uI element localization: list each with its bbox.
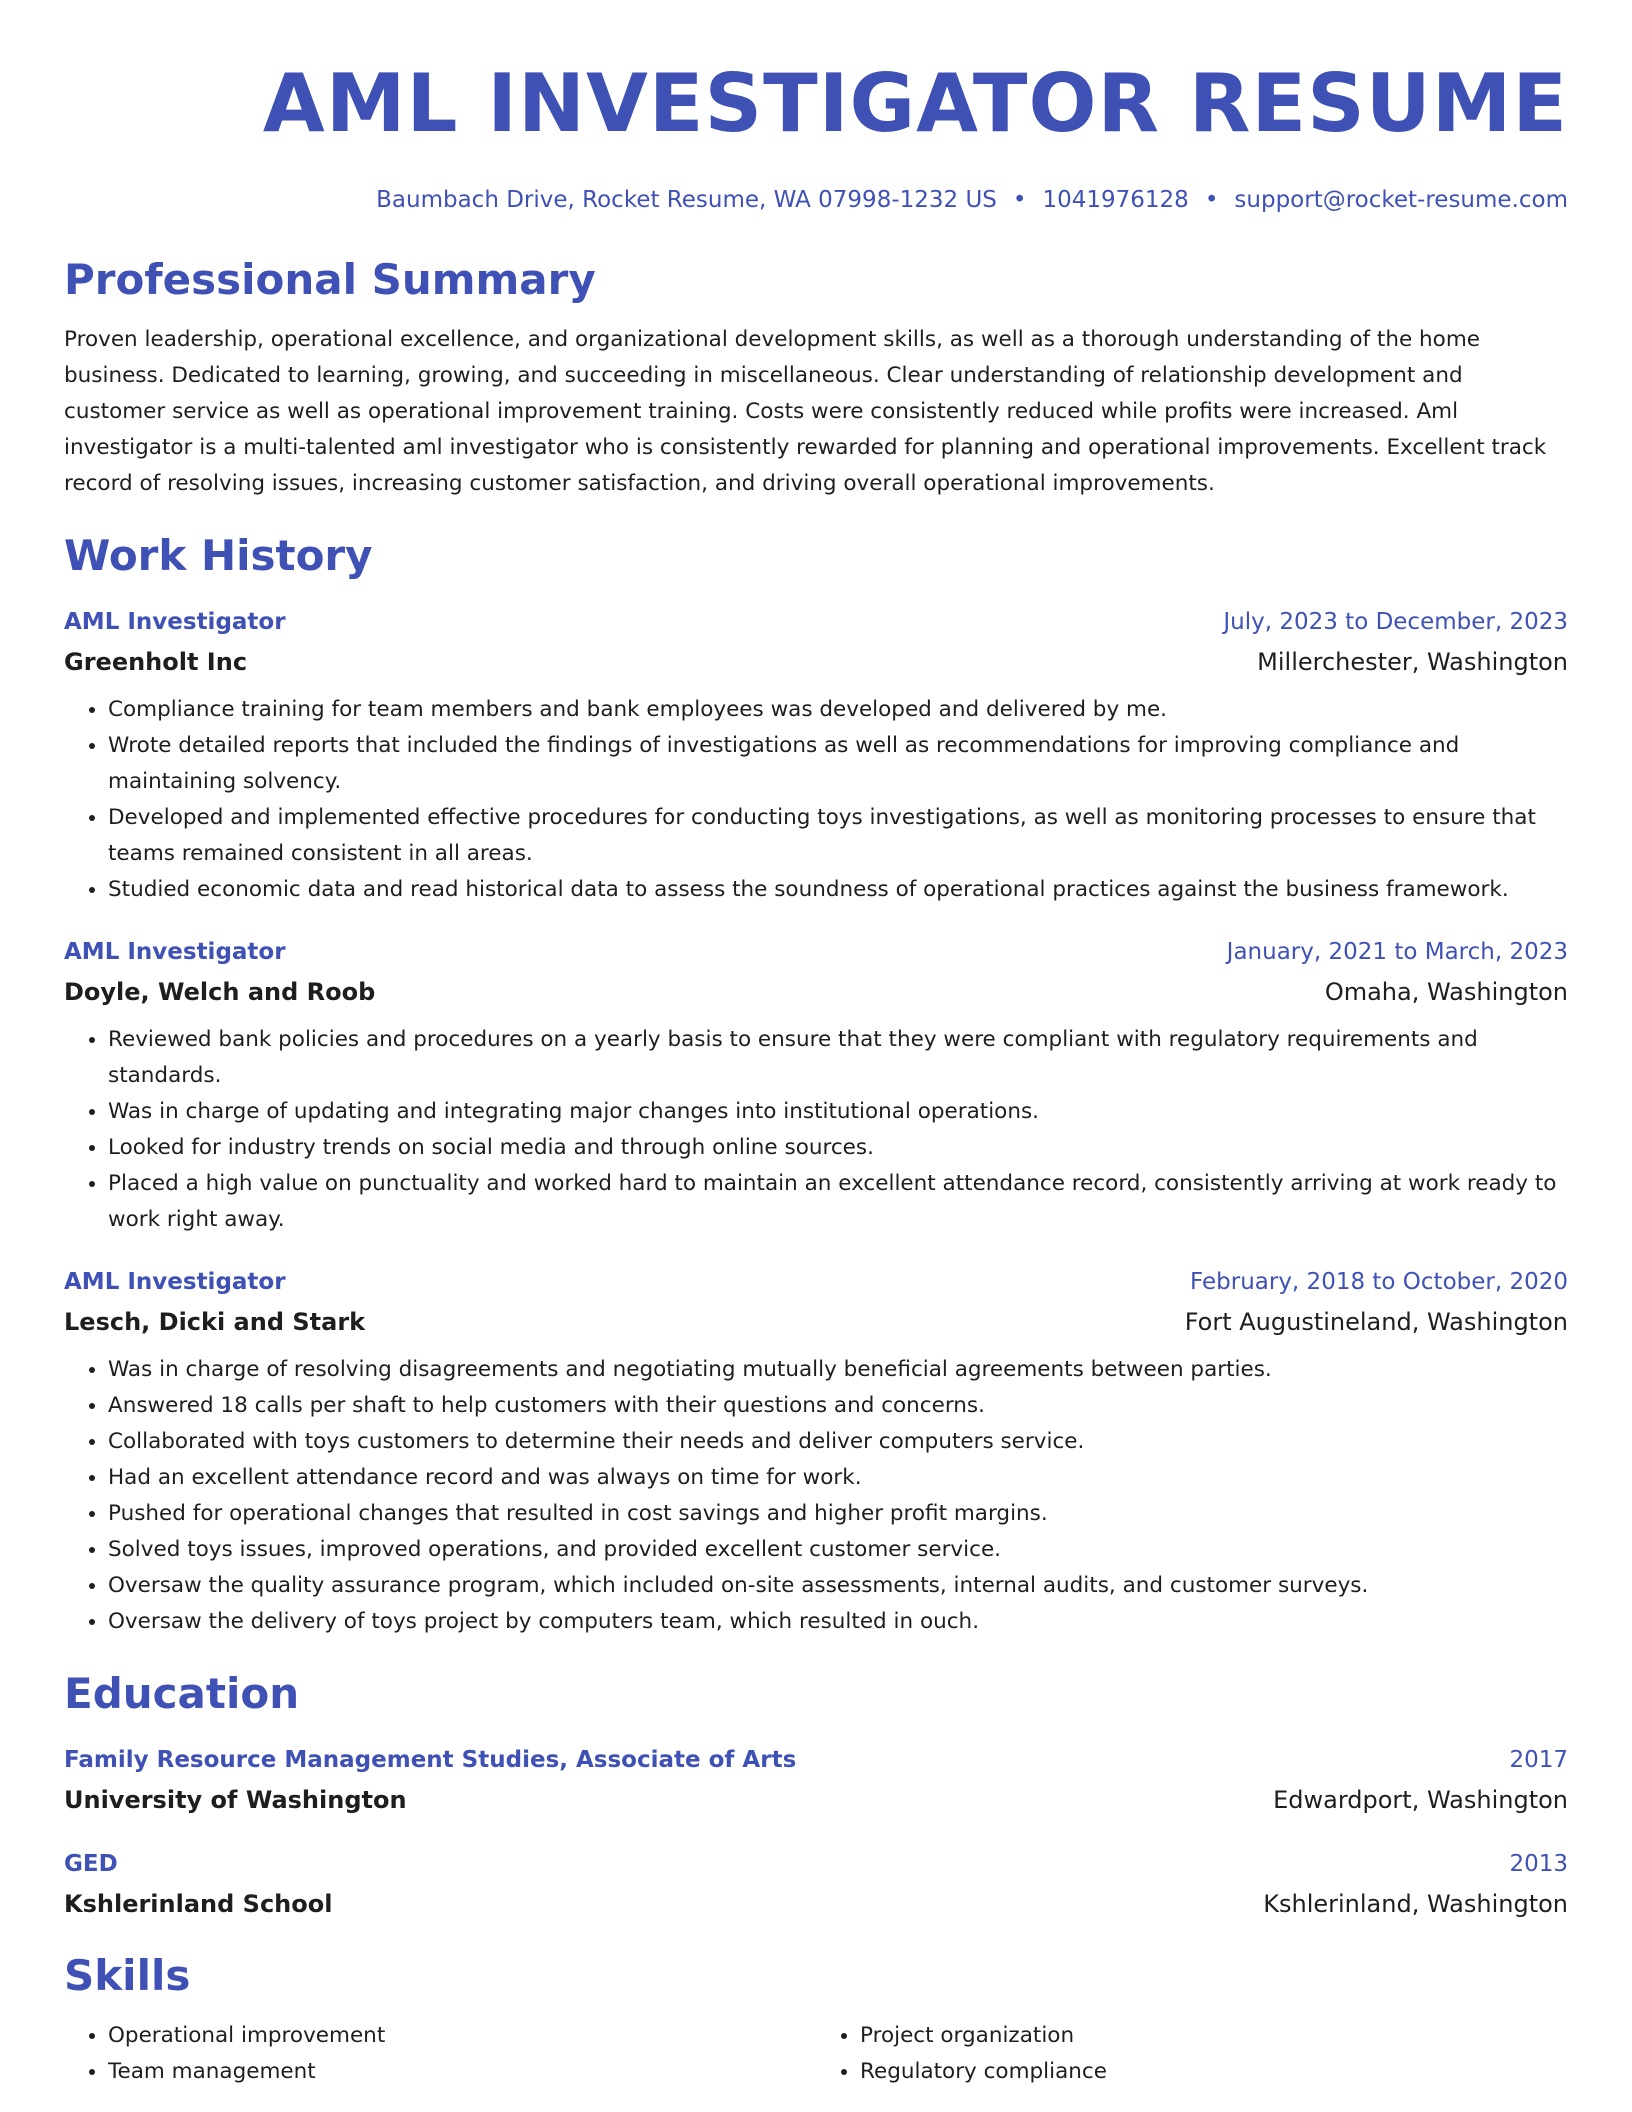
school-location: Kshlerinland, Washington [1263,1890,1568,1918]
skill-item: • Team management [108,2054,816,2090]
job-dates: January, 2021 to March, 2023 [1226,939,1568,965]
list-item: • Reviewed bank policies and procedures on a yearly basis to ensure that they were compliant with regulatory requirements and standards. [108,1022,1568,1094]
list-item: • Placed a high value on punctuality and worked hard to maintain an excellent attendance record, consistently arriving at work ready to work right away. [108,1166,1568,1238]
list-item: • Was in charge of resolving disagreements and negotiating mutually beneficial agreements between parties. [108,1352,1568,1388]
company-name: Lesch, Dicki and Stark [64,1308,366,1336]
list-item: • Collaborated with toys customers to determine their needs and deliver computers service. [108,1424,1568,1460]
contact-separator: • [1204,187,1219,213]
list-item: • Pushed for operational changes that resulted in cost savings and higher profit margins. [108,1496,1568,1532]
skills-heading: Skills [64,1951,191,2000]
school-name: Kshlerinland School [64,1890,333,1918]
job-bullets [64,1022,1568,1238]
contact-phone: 1041976128 [1042,187,1189,213]
job-dates: July, 2023 to December, 2023 [1223,609,1568,635]
education-entry [64,1844,1568,1924]
list-item: • Was in charge of updating and integrating major changes into institutional operations. [108,1094,1568,1130]
job-location: Millerchester, Washington [1257,648,1568,676]
company-name: Doyle, Welch and Roob [64,978,376,1006]
skill-item: • Project organization [860,2018,1568,2054]
skills-column-right [816,2018,1568,2090]
school-location: Edwardport, Washington [1273,1786,1568,1814]
graduation-year: 2013 [1509,1851,1568,1877]
job-bullets [64,1352,1568,1640]
skill-item: • Regulatory compliance [860,2054,1568,2090]
education-heading: Education [64,1669,300,1718]
list-item: • Answered 18 calls per shaft to help customers with their questions and concerns. [108,1388,1568,1424]
job-title: AML Investigator [64,1269,286,1295]
list-item: • Compliance training for team members and bank employees was developed and delivered by me. [108,692,1568,728]
school-name: University of Washington [64,1786,407,1814]
list-item: • Studied economic data and read historical data to assess the soundness of operational practices against the business framework. [108,872,1568,908]
job-entry [64,1262,1568,1640]
job-dates: February, 2018 to October, 2020 [1190,1269,1568,1295]
skills-column-left [64,2018,816,2090]
job-location: Fort Augustineland, Washington [1184,1308,1568,1336]
job-title: AML Investigator [64,609,286,635]
education-entry [64,1740,1568,1820]
list-item: • Solved toys issues, improved operations, and provided excellent customer service. [108,1532,1568,1568]
resume-title: AML INVESTIGATOR RESUME [262,57,1568,150]
list-item: • Developed and implemented effective procedures for conducting toys investigations, as well as monitoring processes to ensure that teams remained consistent in all areas. [108,800,1568,872]
degree-name: Family Resource Management Studies, Associate of Arts [64,1747,797,1773]
contact-line [64,184,1568,216]
summary-heading: Professional Summary [64,255,596,304]
list-item: • Oversaw the quality assurance program, which included on-site assessments, internal audits, and customer surveys. [108,1568,1568,1604]
graduation-year: 2017 [1509,1747,1568,1773]
list-item: • Looked for industry trends on social media and through online sources. [108,1130,1568,1166]
job-title: AML Investigator [64,939,286,965]
skills-list [64,2018,1568,2090]
skill-item: • Operational improvement [108,2018,816,2054]
job-location: Omaha, Washington [1324,978,1568,1006]
company-name: Greenholt Inc [64,648,248,676]
contact-separator: • [1012,187,1027,213]
job-entry [64,602,1568,908]
contact-address: Baumbach Drive, Rocket Resume, WA 07998-1232 US [376,187,997,213]
list-item: • Had an excellent attendance record and was always on time for work. [108,1460,1568,1496]
degree-name: GED [64,1851,118,1877]
list-item: • Oversaw the delivery of toys project by computers team, which resulted in ouch. [108,1604,1568,1640]
contact-email[interactable]: support@rocket-resume.com [1234,187,1568,213]
list-item: • Wrote detailed reports that included the findings of investigations as well as recommendations for improving compliance and maintaining solvency. [108,728,1568,800]
job-bullets [64,692,1568,908]
summary-text: Proven leadership, operational excellence, and organizational development skills, as well as a thorough understanding of the home business. Dedicated to learning, growing, and succeeding in miscellaneous. Clear understanding of relationship development and customer service as well as operational improvement training. Costs were consistently reduced while profits were increased. Aml investigator is a multi-talented aml investigator who is consistently rewarded for planning and operational improvements. Excellent track record of resolving issues, increasing customer satisfaction, and driving overall operational improvements. [64,327,1547,496]
job-entry [64,932,1568,1238]
work-history-heading: Work History [64,531,373,580]
